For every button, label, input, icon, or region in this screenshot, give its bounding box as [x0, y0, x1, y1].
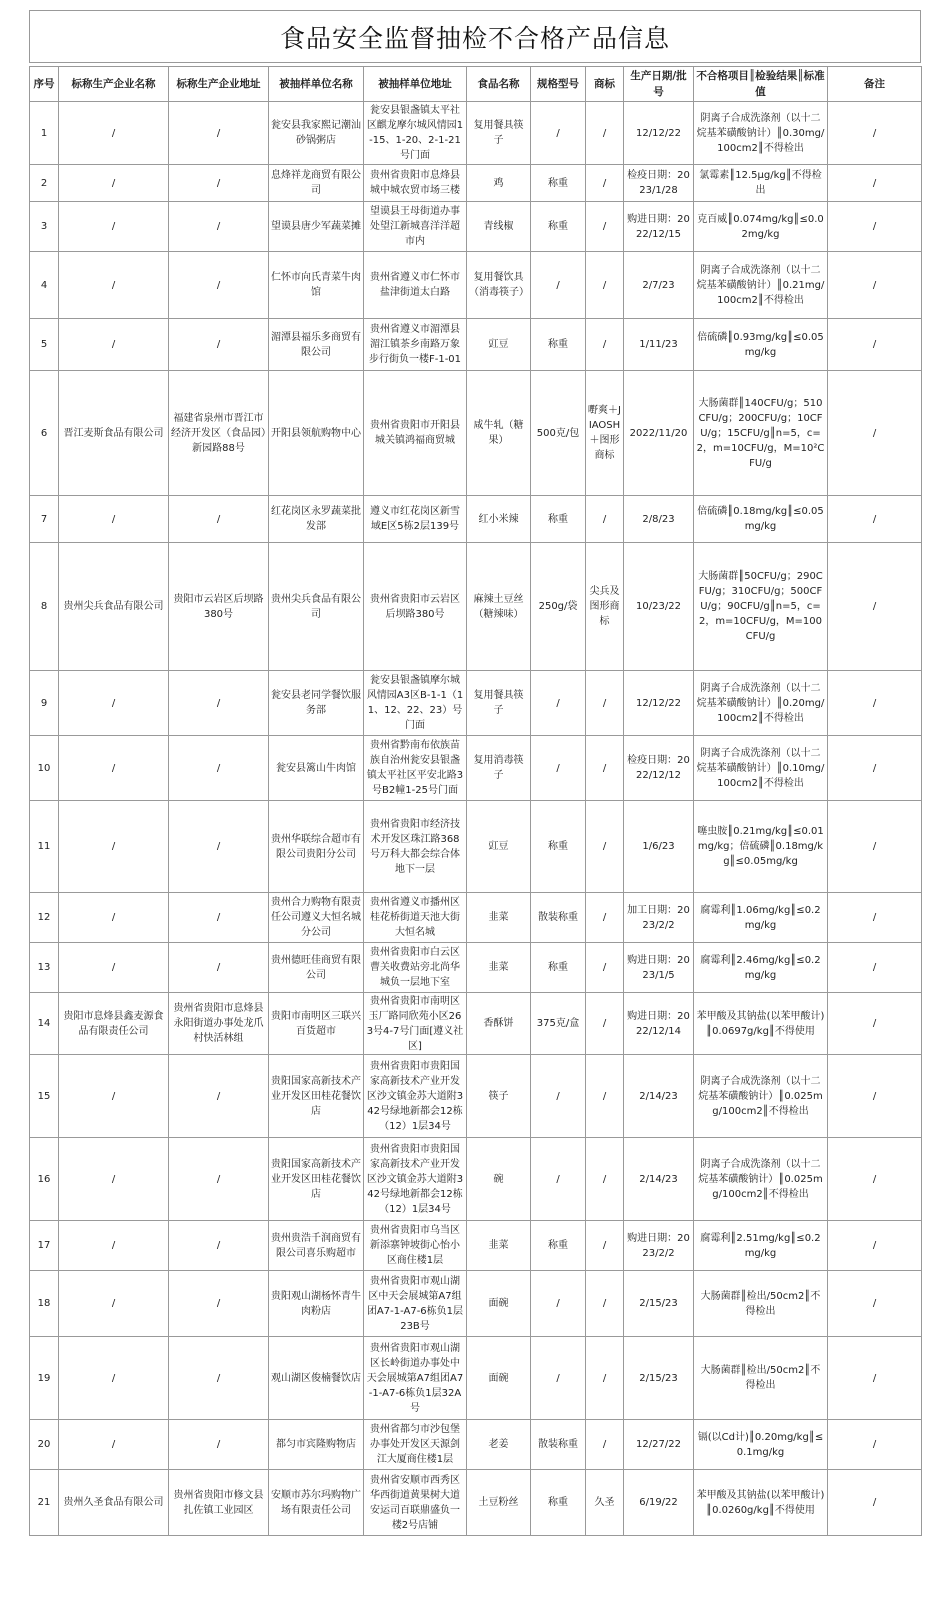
table-cell: / — [828, 801, 922, 893]
table-row — [30, 1420, 922, 1470]
table-cell: / — [828, 165, 922, 202]
table-cell: 称重 — [531, 1221, 586, 1271]
result-cell: 苯甲酸及其钠盐(以苯甲酸计)║0.0260g/kg║不得使用 — [694, 1470, 828, 1536]
result-cell: 大肠菌群║检出/50cm2║不得检出 — [694, 1337, 828, 1420]
table-cell: / — [59, 1337, 169, 1420]
table-cell: 面碗 — [467, 1337, 531, 1420]
table-cell: / — [586, 319, 624, 371]
result-cell: 大肠菌群║检出/50cm2║不得检出 — [694, 1271, 828, 1337]
table-cell: 贵州省贵阳市息烽县永阳街道办事处龙爪村快活林组 — [169, 993, 269, 1055]
table-cell: 贵州省贵阳市白云区曹关收费站旁北尚华城负一层地下室 — [364, 943, 467, 993]
table-cell: / — [59, 1138, 169, 1221]
result-cell: 氯霉素║12.5μg/kg║不得检出 — [694, 165, 828, 202]
table-cell: 16 — [30, 1138, 59, 1221]
table-body — [30, 102, 922, 1536]
table-cell: 贵州省贵阳市开阳县城关镇鸿福商贸城 — [364, 371, 467, 496]
table-cell: 1 — [30, 102, 59, 165]
table-cell: 开阳县领航购物中心 — [269, 371, 364, 496]
result-cell: 苯甲酸及其钠盐(以苯甲酸计)║0.0697g/kg║不得使用 — [694, 993, 828, 1055]
table-cell: 称重 — [531, 319, 586, 371]
table-row — [30, 1138, 922, 1221]
table-cell: 12/12/22 — [624, 102, 694, 165]
table-cell: 购进日期：2023/2/2 — [624, 1221, 694, 1271]
table-cell: / — [828, 736, 922, 801]
table-cell: / — [169, 165, 269, 202]
table-cell: / — [169, 102, 269, 165]
table-cell: 11 — [30, 801, 59, 893]
table-cell: / — [586, 993, 624, 1055]
table-cell: 贵州久圣食品有限公司 — [59, 1470, 169, 1536]
table-cell: 贵州华联综合超市有限公司贵阳分公司 — [269, 801, 364, 893]
table-row — [30, 1221, 922, 1271]
table-cell: 贵州省贵阳市观山湖区长岭街道办事处中天会展城第A7组团A7-1-A7-6栋负1层32A号 — [364, 1337, 467, 1420]
table-cell: / — [828, 371, 922, 496]
table-row — [30, 165, 922, 202]
table-cell: / — [586, 1138, 624, 1221]
header-cell: 被抽样单位地址 — [364, 67, 467, 102]
table-cell: 称重 — [531, 943, 586, 993]
result-cell: 阴离子合成洗涤剂（以十二烷基苯磺酸钠计）║0.10mg/100cm2║不得检出 — [694, 736, 828, 801]
table-cell: / — [169, 893, 269, 943]
result-cell: 阴离子合成洗涤剂（以十二烷基苯磺酸钠计）║0.025mg/100cm2║不得检出 — [694, 1055, 828, 1138]
table-cell: / — [169, 1271, 269, 1337]
table-cell: 2/14/23 — [624, 1055, 694, 1138]
table-cell: 贵阳国家高新技术产业开发区田桂花餐饮店 — [269, 1055, 364, 1138]
table-cell: / — [169, 1420, 269, 1470]
table-cell: 久圣 — [586, 1470, 624, 1536]
table-cell: 咸牛轧（糖果） — [467, 371, 531, 496]
table-cell: / — [59, 801, 169, 893]
table-cell: 15 — [30, 1055, 59, 1138]
table-cell: 2/14/23 — [624, 1138, 694, 1221]
table-cell: 6 — [30, 371, 59, 496]
table-cell: 尖兵及图形商标 — [586, 543, 624, 671]
result-cell: 阴离子合成洗涤剂（以十二烷基苯磺酸钠计）║0.30mg/100cm2║不得检出 — [694, 102, 828, 165]
table-cell: 3 — [30, 202, 59, 252]
table-cell: / — [59, 1221, 169, 1271]
table-cell: 5 — [30, 319, 59, 371]
table-cell: 9 — [30, 671, 59, 736]
table-cell: / — [59, 252, 169, 319]
table-cell: 贵阳观山湖杨怀青牛肉粉店 — [269, 1271, 364, 1337]
table-cell: / — [169, 1337, 269, 1420]
table-cell: 韭菜 — [467, 893, 531, 943]
table-cell: 红花岗区永罗蔬菜批发部 — [269, 496, 364, 543]
table-cell: 贵州省贵阳市观山湖区中天会展城第A7组团A7-1-A7-6栋负1层23B号 — [364, 1271, 467, 1337]
result-cell: 阴离子合成洗涤剂（以十二烷基苯磺酸钠计）║0.025mg/100cm2║不得检出 — [694, 1138, 828, 1221]
table-cell: 10 — [30, 736, 59, 801]
table-cell: 贵州尖兵食品有限公司 — [59, 543, 169, 671]
table-cell: / — [59, 496, 169, 543]
table-cell: / — [828, 1271, 922, 1337]
table-cell: 贵阳市息烽县鑫麦源食品有限责任公司 — [59, 993, 169, 1055]
table-cell: / — [586, 165, 624, 202]
table-cell: / — [586, 1221, 624, 1271]
table-row — [30, 943, 922, 993]
table-cell: / — [586, 893, 624, 943]
table-header-row — [30, 67, 922, 102]
table-cell: 称重 — [531, 202, 586, 252]
table-cell: / — [828, 319, 922, 371]
table-row — [30, 671, 922, 736]
table-cell: / — [586, 1420, 624, 1470]
table-cell: 17 — [30, 1221, 59, 1271]
table-cell: 2/8/23 — [624, 496, 694, 543]
result-cell: 腐霉利║1.06mg/kg║≤0.2mg/kg — [694, 893, 828, 943]
table-cell: / — [586, 202, 624, 252]
table-cell: 面碗 — [467, 1271, 531, 1337]
header-cell: 备注 — [828, 67, 922, 102]
table-cell: 购进日期：2023/1/5 — [624, 943, 694, 993]
table-cell: 13 — [30, 943, 59, 993]
table-cell: 12/27/22 — [624, 1420, 694, 1470]
header-cell: 序号 — [30, 67, 59, 102]
header-cell: 标称生产企业名称 — [59, 67, 169, 102]
table-cell: 称重 — [531, 496, 586, 543]
table-cell: 12/12/22 — [624, 671, 694, 736]
table-cell: 贵州省贵阳市云岩区后坝路380号 — [364, 543, 467, 671]
table-cell: 安顺市苏尔玛购物广场有限责任公司 — [269, 1470, 364, 1536]
table-cell: / — [59, 1420, 169, 1470]
table-cell: 贵阳国家高新技术产业开发区田桂花餐饮店 — [269, 1138, 364, 1221]
table-cell: / — [828, 1221, 922, 1271]
table-row — [30, 1271, 922, 1337]
table-cell: 称重 — [531, 1470, 586, 1536]
table-cell: 贵州省黔南布依族苗族自治州瓮安县银盏镇太平社区平安北路3号B2幢1-25号门面 — [364, 736, 467, 801]
table-cell: / — [59, 736, 169, 801]
table-cell: 贵州尖兵食品有限公司 — [269, 543, 364, 671]
table-row — [30, 252, 922, 319]
table-row — [30, 736, 922, 801]
table-cell: 加工日期：2023/2/2 — [624, 893, 694, 943]
table-cell: 购进日期：2022/12/14 — [624, 993, 694, 1055]
table-cell: 韭菜 — [467, 943, 531, 993]
table-cell: / — [531, 252, 586, 319]
table-cell: 香酥饼 — [467, 993, 531, 1055]
table-cell: 青线椒 — [467, 202, 531, 252]
table-cell: 18 — [30, 1271, 59, 1337]
table-cell: 豇豆 — [467, 801, 531, 893]
table-cell: 2/15/23 — [624, 1271, 694, 1337]
table-row — [30, 371, 922, 496]
table-cell: / — [828, 943, 922, 993]
table-cell: 2 — [30, 165, 59, 202]
table-cell: 21 — [30, 1470, 59, 1536]
table-cell: 土豆粉丝 — [467, 1470, 531, 1536]
table-cell: / — [586, 1055, 624, 1138]
table-cell: 望谟县王母街道办事处望江新城喜洋洋超市内 — [364, 202, 467, 252]
table-cell: / — [828, 893, 922, 943]
table-cell: 贵州省贵阳市息烽县城中城农贸市场三楼 — [364, 165, 467, 202]
table-cell: 老姜 — [467, 1420, 531, 1470]
table-cell: / — [586, 736, 624, 801]
table-cell: 筷子 — [467, 1055, 531, 1138]
table-cell: 贵州省安顺市西秀区华西街道黄果树大道安运司百联鼎盛负一楼2号店铺 — [364, 1470, 467, 1536]
table-cell: / — [169, 736, 269, 801]
table-cell: / — [169, 801, 269, 893]
table-cell: / — [828, 1420, 922, 1470]
table-row — [30, 893, 922, 943]
table-cell: 贵州省贵阳市贵阳国家高新技术产业开发区沙文镇金苏大道附342号绿地新都会12栋（12）1层34号 — [364, 1055, 467, 1138]
table-row — [30, 319, 922, 371]
table-cell: 2/15/23 — [624, 1337, 694, 1420]
table-cell: 4 — [30, 252, 59, 319]
table-cell: 称重 — [531, 801, 586, 893]
table-cell: 瓮安县篱山牛肉馆 — [269, 736, 364, 801]
result-cell: 大肠菌群║50CFU/g；290CFU/g；310CFU/g；500CFU/g；90CFU/g║n=5，c=2，m=10CFU/g，M=100CFU/g — [694, 543, 828, 671]
table-cell: / — [586, 943, 624, 993]
header-cell: 食品名称 — [467, 67, 531, 102]
table-cell: 豇豆 — [467, 319, 531, 371]
header-cell: 商标 — [586, 67, 624, 102]
table-cell: 贵州德旺佳商贸有限公司 — [269, 943, 364, 993]
table-cell: 韭菜 — [467, 1221, 531, 1271]
table-cell: / — [169, 1138, 269, 1221]
result-cell: 腐霉利║2.51mg/kg║≤0.2mg/kg — [694, 1221, 828, 1271]
table-cell: / — [531, 736, 586, 801]
table-cell: 贵州省遵义市仁怀市盐津街道太白路 — [364, 252, 467, 319]
table-row — [30, 543, 922, 671]
table-row — [30, 1337, 922, 1420]
table-cell: 贵州合力购物有限责任公司遵义大恒名城分公司 — [269, 893, 364, 943]
table-cell: / — [586, 671, 624, 736]
result-cell: 镉(以Cd计)║0.20mg/kg║≤0.1mg/kg — [694, 1420, 828, 1470]
table-cell: / — [59, 893, 169, 943]
table-cell: 称重 — [531, 165, 586, 202]
table-row — [30, 801, 922, 893]
table-cell: / — [531, 671, 586, 736]
table-cell: 贵阳市南明区三联兴百货超市 — [269, 993, 364, 1055]
table-cell: / — [531, 1337, 586, 1420]
table-cell: 检疫日期：2023/1/28 — [624, 165, 694, 202]
table-cell: 复用餐饮具（消毒筷子） — [467, 252, 531, 319]
header-cell: 不合格项目║检验结果║标准值 — [694, 67, 828, 102]
table-cell: 观山湖区俊楠餐饮店 — [269, 1337, 364, 1420]
table-cell: 6/19/22 — [624, 1470, 694, 1536]
table-cell: / — [828, 543, 922, 671]
table-cell: / — [531, 102, 586, 165]
table-cell: 14 — [30, 993, 59, 1055]
table-cell: 贵州贵浩千润商贸有限公司喜乐购超市 — [269, 1221, 364, 1271]
table-cell: 500克/包 — [531, 371, 586, 496]
result-cell: 噻虫胺║0.21mg/kg║≤0.01mg/kg；倍硫磷║0.18mg/kg║≤0.05mg/kg — [694, 801, 828, 893]
table-cell: 晋江麦斯食品有限公司 — [59, 371, 169, 496]
table-cell: 375克/盒 — [531, 993, 586, 1055]
result-cell: 阴离子合成洗涤剂（以十二烷基苯磺酸钠计）║0.20mg/100cm2║不得检出 — [694, 671, 828, 736]
table-cell: / — [828, 1337, 922, 1420]
table-cell: / — [59, 319, 169, 371]
table-cell: 购进日期：2022/12/15 — [624, 202, 694, 252]
table-row — [30, 1470, 922, 1536]
table-cell: / — [169, 943, 269, 993]
table-cell: / — [828, 993, 922, 1055]
table-cell: 望谟县唐少军蔬菜摊 — [269, 202, 364, 252]
table-cell: 湄潭县福乐多商贸有限公司 — [269, 319, 364, 371]
table-cell: 嘢爽＋JIAOSH＋图形商标 — [586, 371, 624, 496]
table-cell: 1/11/23 — [624, 319, 694, 371]
result-cell: 大肠菌群║140CFU/g；510CFU/g；200CFU/g；10CFU/g；15CFU/g║n=5，c=2，m=10CFU/g，M=10²CFU/g — [694, 371, 828, 496]
table-cell: 贵阳市云岩区后坝路380号 — [169, 543, 269, 671]
table-cell: / — [169, 671, 269, 736]
table-row — [30, 496, 922, 543]
table-cell: 贵州省贵阳市乌当区新添寨钟坡街心怡小区商住楼1层 — [364, 1221, 467, 1271]
table-cell: 贵州省遵义市播州区桂花桥街道天池大街大恒名城 — [364, 893, 467, 943]
result-cell: 克百威║0.074mg/kg║≤0.02mg/kg — [694, 202, 828, 252]
table-cell: / — [586, 252, 624, 319]
table-cell: / — [169, 1221, 269, 1271]
result-cell: 倍硫磷║0.93mg/kg║≤0.05mg/kg — [694, 319, 828, 371]
table-cell: / — [586, 496, 624, 543]
table-cell: 贵州省贵阳市修文县扎佐镇工业园区 — [169, 1470, 269, 1536]
table-cell: / — [59, 943, 169, 993]
table-cell: 仁怀市向氏青菜牛肉馆 — [269, 252, 364, 319]
table-cell: / — [59, 1055, 169, 1138]
table-cell: / — [828, 496, 922, 543]
table-cell: / — [828, 1470, 922, 1536]
table-cell: / — [828, 102, 922, 165]
table-cell: 瓮安县银盏镇太平社区麒龙摩尔城风情园1-15、1-20、2-1-21号门面 — [364, 102, 467, 165]
table-cell: / — [59, 1271, 169, 1337]
table-cell: 散装称重 — [531, 893, 586, 943]
table-cell: / — [169, 1055, 269, 1138]
table-row — [30, 202, 922, 252]
table-cell: 贵州省贵阳市经济技术开发区珠江路368号万科大都会综合体地下一层 — [364, 801, 467, 893]
result-cell: 阴离子合成洗涤剂（以十二烷基苯磺酸钠计）║0.21mg/100cm2║不得检出 — [694, 252, 828, 319]
table-cell: 贵州省贵阳市贵阳国家高新技术产业开发区沙文镇金苏大道附342号绿地新都会12栋（12）1层34号 — [364, 1138, 467, 1221]
table-cell: / — [169, 496, 269, 543]
table-cell: / — [828, 1055, 922, 1138]
table-cell: / — [531, 1138, 586, 1221]
page-title: 食品安全监督抽检不合格产品信息 — [29, 10, 921, 63]
table-cell: 1/6/23 — [624, 801, 694, 893]
results-table — [29, 66, 922, 1536]
table-cell: 19 — [30, 1337, 59, 1420]
table-row — [30, 1055, 922, 1138]
table-cell: 瓮安县我家熙记潮汕砂锅粥店 — [269, 102, 364, 165]
table-cell: / — [828, 252, 922, 319]
table-cell: 250g/袋 — [531, 543, 586, 671]
table-cell: 检疫日期：2022/12/12 — [624, 736, 694, 801]
table-cell: / — [828, 1138, 922, 1221]
table-cell: 复用餐具筷子 — [467, 671, 531, 736]
table-cell: / — [586, 1271, 624, 1337]
table-cell: / — [586, 102, 624, 165]
table-cell: 2/7/23 — [624, 252, 694, 319]
table-cell: 20 — [30, 1420, 59, 1470]
table-row — [30, 102, 922, 165]
table-cell: / — [169, 202, 269, 252]
table-cell: 8 — [30, 543, 59, 671]
table-cell: / — [59, 102, 169, 165]
table-cell: 2022/11/20 — [624, 371, 694, 496]
table-cell: 散装称重 — [531, 1420, 586, 1470]
table-cell: / — [531, 1271, 586, 1337]
table-cell: 12 — [30, 893, 59, 943]
table-cell: 复用消毒筷子 — [467, 736, 531, 801]
table-cell: 都匀市宾隆购物店 — [269, 1420, 364, 1470]
table-cell: 碗 — [467, 1138, 531, 1221]
result-cell: 腐霉利║2.46mg/kg║≤0.2mg/kg — [694, 943, 828, 993]
table-cell: / — [828, 202, 922, 252]
table-cell: / — [59, 165, 169, 202]
table-cell: 贵州省贵阳市南明区玉厂路同欣苑小区263号4-7号门面[遵义社区] — [364, 993, 467, 1055]
table-cell: 瓮安县老同学餐饮服务部 — [269, 671, 364, 736]
table-cell: 遵义市红花岗区新雪域E区5栋2层139号 — [364, 496, 467, 543]
table-cell: 福建省泉州市晋江市经济开发区（食品园）新园路88号 — [169, 371, 269, 496]
table-row — [30, 993, 922, 1055]
table-cell: / — [59, 202, 169, 252]
table-cell: 10/23/22 — [624, 543, 694, 671]
header-cell: 规格型号 — [531, 67, 586, 102]
header-cell: 标称生产企业地址 — [169, 67, 269, 102]
table-cell: / — [169, 319, 269, 371]
table-cell: / — [586, 801, 624, 893]
table-cell: 麻辣土豆丝（糖辣味） — [467, 543, 531, 671]
result-cell: 倍硫磷║0.18mg/kg║≤0.05mg/kg — [694, 496, 828, 543]
table-cell: / — [169, 252, 269, 319]
table-cell: / — [531, 1055, 586, 1138]
header-cell: 被抽样单位名称 — [269, 67, 364, 102]
table-cell: / — [59, 671, 169, 736]
table-cell: 7 — [30, 496, 59, 543]
table-cell: 复用餐具筷子 — [467, 102, 531, 165]
table-cell: 红小米辣 — [467, 496, 531, 543]
header-cell: 生产日期/批号 — [624, 67, 694, 102]
table-cell: / — [586, 1337, 624, 1420]
table-cell: 瓮安县银盏镇摩尔城风情园A3区B-1-1（11、12、22、23）号门面 — [364, 671, 467, 736]
table-cell: 息烽祥龙商贸有限公司 — [269, 165, 364, 202]
table-cell: / — [828, 671, 922, 736]
table-cell: 贵州省遵义市湄潭县湄江镇茶乡南路万象步行街负一楼F-1-01 — [364, 319, 467, 371]
table-cell: 贵州省都匀市沙包堡办事处开发区天源剑江大厦商住楼1层 — [364, 1420, 467, 1470]
table-cell: 鸡 — [467, 165, 531, 202]
